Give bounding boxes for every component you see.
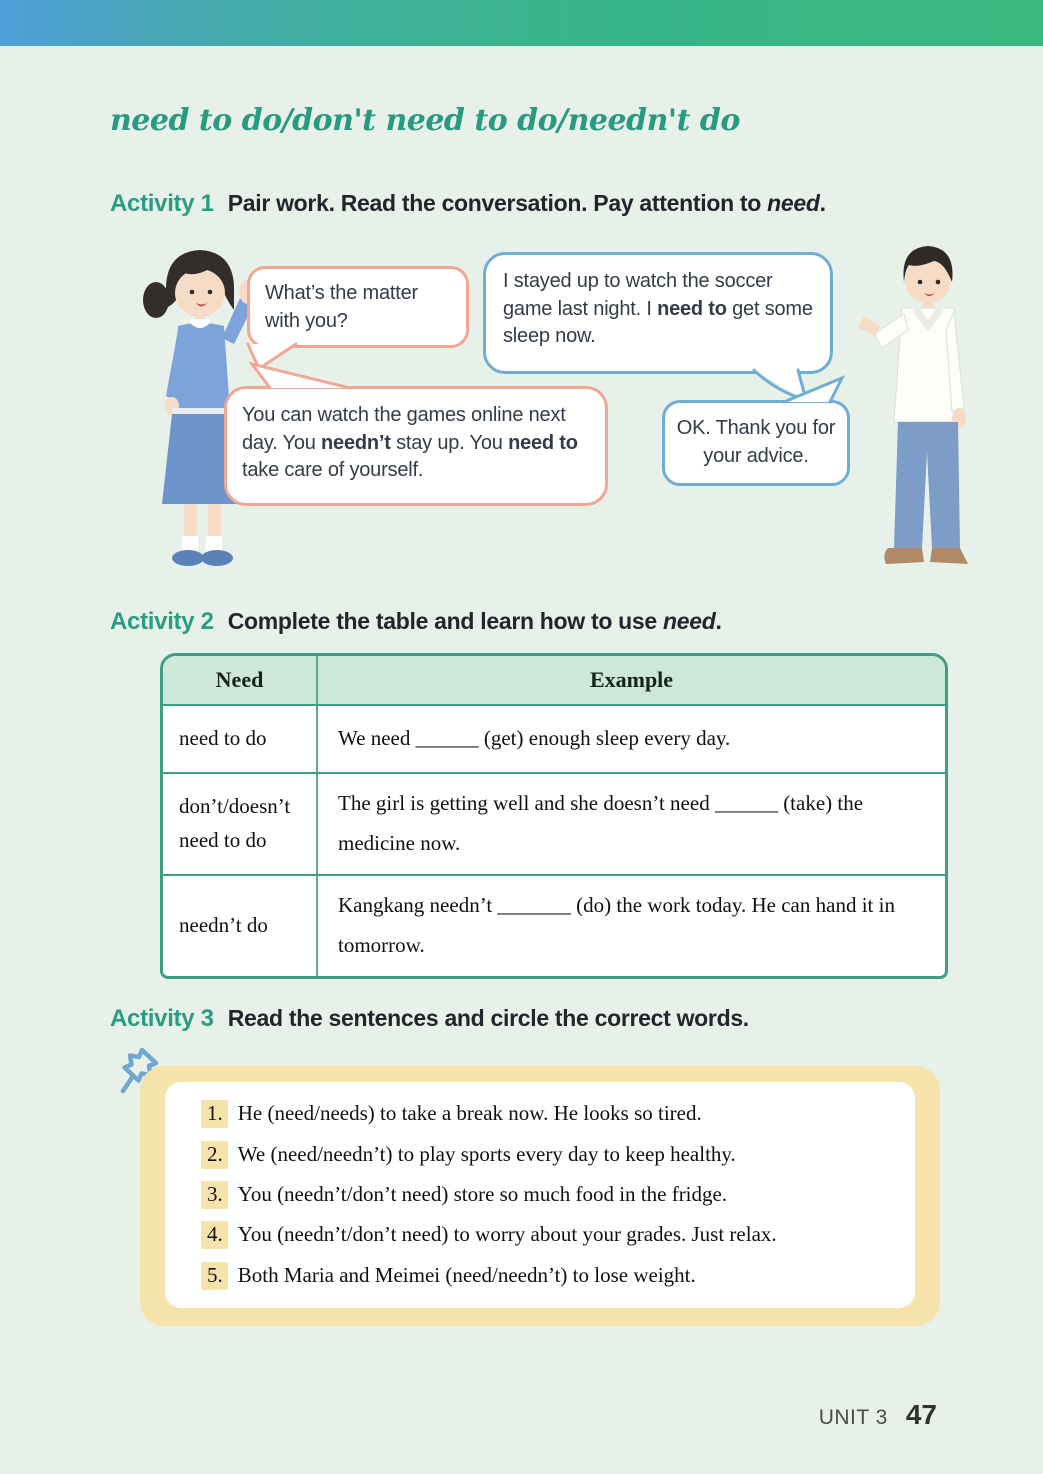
table-cell-need: needn’t do [163,876,318,976]
table-row [163,772,945,874]
item-text: He (need/needs) to take a break now. He looks so tired. [237,1101,702,1126]
list-item [201,1262,915,1290]
table-header-need: Need [163,656,318,704]
girl-student-illustration [126,236,326,571]
table-cell-example: We need ______ (get) enough sleep every day. [338,726,731,751]
activity3-label: Activity 3 [110,1005,214,1032]
page-number: 47 [905,1399,937,1430]
item-number: 5. [201,1262,228,1290]
speech-bubble-tail [742,370,818,404]
item-number: 3. [201,1181,228,1209]
activity3-heading [110,1005,749,1033]
speech-bubble-girl-advice [224,386,608,506]
activity3-instruction-text: Read the sentences and circle the correct words. [227,1005,749,1031]
unit-label: UNIT 3 [818,1406,888,1429]
table-header-example: Example [589,667,674,692]
speech-bubble-tail [768,374,852,404]
exercise-sentences [165,1082,915,1308]
bubble-text: I stayed up to watch the soccer game last night. I need to get some sleep now. [503,270,813,348]
activity3-instruction [228,1005,749,1031]
page-title: need to do/don't need to do/needn't do [110,103,740,138]
activity2-instruction [228,608,722,634]
list-item [201,1141,915,1169]
item-number: 1. [201,1100,228,1128]
page-footer [819,1399,937,1431]
activity2-label: Activity 2 [110,608,214,635]
bubble-text: OK. Thank you for your advice. [676,417,836,467]
bubble-text: What’s the matter with you? [265,282,418,332]
table-header-row [163,656,945,704]
item-text: We (need/needn’t) to play sports every day to keep healthy. [237,1141,736,1166]
speech-bubble-boy-thanks [662,400,850,486]
activity1-instruction-keyword: need [767,190,820,216]
activity2-instruction-period: . [715,608,722,634]
activity1-instruction-text: Pair work. Read the conversation. Pay attention to [227,190,768,216]
activity1-instruction [228,190,826,216]
item-number: 2. [201,1141,228,1169]
table-cell-need: don’t/doesn’t need to do [163,774,318,874]
list-item [201,1221,915,1249]
table-cell-example: Kangkang needn’t _______ (do) the work today. He can hand it in tomorrow. [338,892,895,957]
item-text: Both Maria and Meimei (need/needn’t) to lose weight. [237,1262,696,1287]
activity2-instruction-text: Complete the table and learn how to use [227,608,664,634]
list-item [201,1181,915,1209]
item-number: 4. [201,1221,228,1249]
table-row [163,704,945,772]
item-text: You (needn’t/don’t need) to worry about your grades. Just relax. [237,1222,777,1247]
item-text: You (needn’t/don’t need) store so much food in the fridge. [237,1181,728,1206]
activity1-instruction-period: . [819,190,826,216]
speech-bubble-boy-answer [483,252,833,374]
speech-bubble-girl-question [247,266,469,348]
table-cell-need: need to do [163,706,318,772]
activity1-label: Activity 1 [110,190,214,217]
speech-bubble-tail [246,360,358,390]
exercise-box [140,1066,940,1326]
boy-student-illustration [848,236,1008,576]
table-row [163,874,945,976]
list-item [201,1100,915,1128]
activity2-heading [110,608,722,636]
speech-bubble-tail [240,344,304,370]
need-usage-table [160,653,948,979]
activity1-heading [110,190,826,218]
table-cell-example: The girl is getting well and she doesn’t need ______ (take) the medicine now. [338,791,864,855]
activity2-instruction-keyword: need [663,608,716,634]
bubble-text: You can watch the games online next day. You needn’t stay up. You need to take care of yourself. [242,404,578,482]
page-header-bar [0,0,1043,46]
